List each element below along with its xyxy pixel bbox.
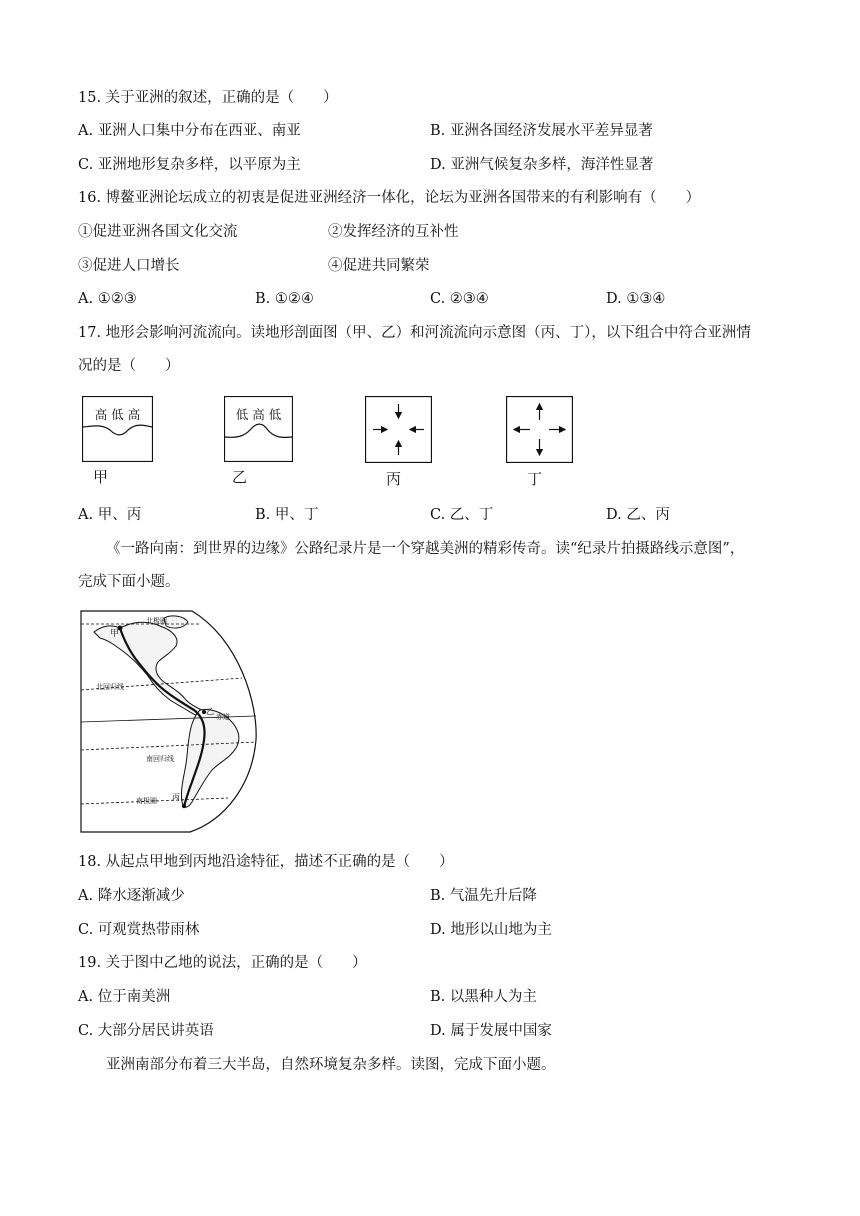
q16-item-2: ②发挥经济的互补性 xyxy=(328,224,459,240)
profile-jia-label: 甲 xyxy=(93,468,109,486)
q17-stem-line2: 况的是（ ） xyxy=(78,358,180,374)
map-label-bing: 丙 xyxy=(172,793,180,802)
q17-option-a: A. 甲、丙 xyxy=(78,507,142,523)
q17-stem-line1: 17. 地形会影响河流流向。读地形剖面图（甲、乙）和河流流向示意图（丙、丁），以下组合中符合亚洲情 xyxy=(78,325,751,341)
q18-option-c: C. 可观赏热带雨林 xyxy=(78,922,200,938)
q15-stem: 15. 关于亚洲的叙述，正确的是（ ） xyxy=(78,90,338,106)
q17-option-c: C. 乙、丁 xyxy=(430,507,494,523)
q19-stem: 19. 关于图中乙地的说法，正确的是（ ） xyxy=(78,955,367,971)
q19-option-a: A. 位于南美洲 xyxy=(78,989,171,1005)
profile-diagram-yi xyxy=(224,396,293,462)
q18-stem: 18. 从起点甲地到丙地沿途特征，描述不正确的是（ ） xyxy=(78,854,454,870)
map-label-antarctic-circle: 南极圈 xyxy=(136,797,157,805)
map-label-equator: 赤道 xyxy=(216,713,230,721)
river-ding-label: 丁 xyxy=(527,470,543,488)
q16-option-c: C. ②③④ xyxy=(430,291,489,307)
q19-option-c: C. 大部分居民讲英语 xyxy=(78,1023,214,1039)
q18-option-b: B. 气温先升后降 xyxy=(430,888,537,904)
intro2-line1: 亚洲南部分布着三大半岛，自然环境复杂多样。读图，完成下面小题。 xyxy=(106,1057,556,1073)
q15-option-b: B. 亚洲各国经济发展水平差异显著 xyxy=(430,123,653,139)
profile-jia-top-text: 高 低 高 xyxy=(94,407,141,422)
q16-item-4: ④促进共同繁荣 xyxy=(328,258,430,274)
profile-yi-label: 乙 xyxy=(232,468,248,486)
q16-option-a: A. ①②③ xyxy=(78,291,137,307)
intro1-line1: 《一路向南：到世界的边缘》公路纪录片是一个穿越美洲的精彩传奇。读“纪录片拍摄路线示意图”， xyxy=(106,541,745,557)
intro1-line2: 完成下面小题。 xyxy=(78,574,180,590)
q16-stem: 16. 博鳌亚洲论坛成立的初衷是促进亚洲经济一体化，论坛为亚洲各国带来的有利影响有（ ） xyxy=(78,190,701,206)
map-label-tropic-capricorn: 南回归线 xyxy=(146,755,174,763)
q15-option-a: A. 亚洲人口集中分布在西亚、南亚 xyxy=(78,123,301,139)
q16-item-1: ①促进亚洲各国文化交流 xyxy=(78,224,238,240)
map-label-jia: 甲 xyxy=(110,629,120,639)
q19-option-d: D. 属于发展中国家 xyxy=(430,1023,552,1039)
profile-diagram-jia xyxy=(82,396,153,462)
river-bing-label: 丙 xyxy=(386,470,402,488)
map-label-arctic-circle: 北极圈 xyxy=(146,617,167,625)
q18-option-a: A. 降水逐渐减少 xyxy=(78,888,185,904)
q16-item-3: ③促进人口增长 xyxy=(78,258,180,274)
q17-option-b: B. 甲、丁 xyxy=(255,507,319,523)
q15-option-c: C. 亚洲地形复杂多样，以平原为主 xyxy=(78,157,301,173)
river-flow-diagram-ding xyxy=(506,396,573,463)
q16-option-b: B. ①②④ xyxy=(255,291,314,307)
q19-option-b: B. 以黑种人为主 xyxy=(430,989,537,1005)
q15-option-d: D. 亚洲气候复杂多样，海洋性显著 xyxy=(430,157,654,173)
map-label-tropic-cancer: 北回归线 xyxy=(96,683,124,691)
map-label-yi: 乙 xyxy=(206,707,214,716)
q17-option-d: D. 乙、丙 xyxy=(606,507,670,523)
route-map xyxy=(80,610,260,834)
q16-option-d: D. ①③④ xyxy=(606,291,666,307)
profile-yi-top-text: 低 高 低 xyxy=(235,407,282,422)
q18-option-d: D. 地形以山地为主 xyxy=(430,922,552,938)
river-flow-diagram-bing xyxy=(365,396,432,463)
